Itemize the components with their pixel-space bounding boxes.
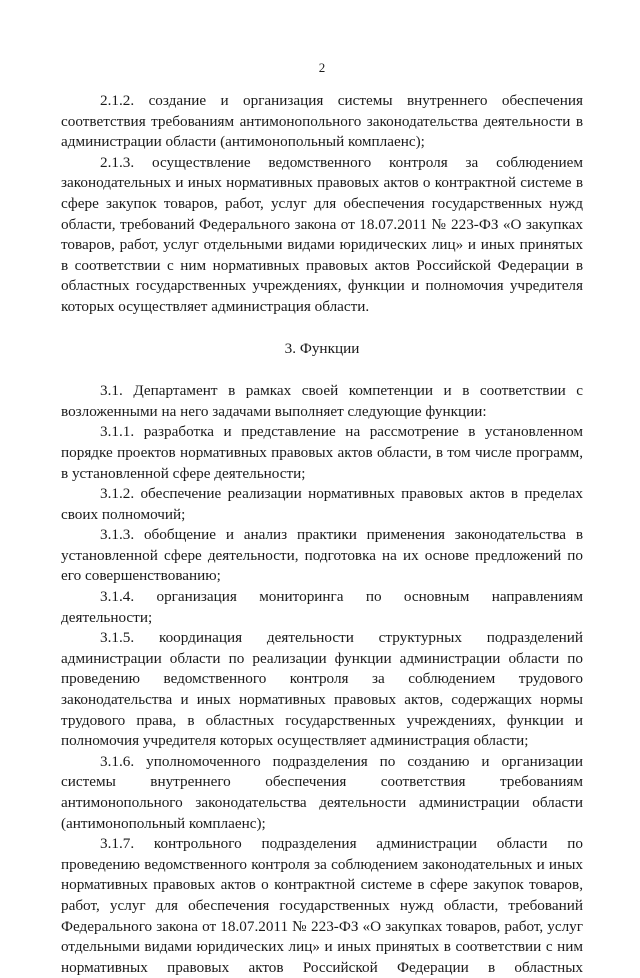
paragraph-2-1-3: 2.1.3. осуществление ведомственного контроля за соблюдением законодательных и иных нормативных правовых актов о контрактной системе в сфере закупок товаров, работ, услуг для обеспечения государственных нужд области, требований Федерального закона от 18.07.2011 № 223-ФЗ «О закупках товаров, работ, услуг отдельными видами юридических лиц» и иных принятых в соответствии с ним нормативных правовых актов Российской Федерации в областных государственных учреждениях, функции и полномочия учредителя которых осуществляет администрация области. [61, 153, 583, 315]
paragraph-3-1-1: 3.1.1. разработка и представление на рассмотрение в установленном порядке проектов нормативных правовых актов области, в том числе программ, в установленной сфере деятельности; [61, 423, 583, 482]
paragraph-3-1-3: 3.1.3. обобщение и анализ практики применения законодательства в установленной сфере деятельности, подготовка на их основе предложений по его совершенствованию; [61, 526, 583, 585]
paragraph-3-1: 3.1. Департамент в рамках своей компетенции и в соответствии с возложенными на него задачами выполняет следующие функции: [61, 382, 583, 420]
document-body [61, 91, 583, 978]
paragraph-3-1-6: 3.1.6. уполномоченного подразделения по созданию и организации системы внутреннего обеспечения соответствия требованиям антимонопольного законодательства деятельности администрации области (антимонопольный комплаенс); [61, 752, 583, 832]
paragraph-2-1-2: 2.1.2. создание и организация системы внутреннего обеспечения соответствия требованиям антимонопольного законодательства деятельности в администрации области (антимонопольный комплаенс); [61, 92, 583, 151]
paragraph-3-1-7: 3.1.7. контрольного подразделения администрации области по проведению ведомственного контроля за соблюдением законодательных и иных нормативных правовых актов о контрактной системе в сфере закупок товаров, работ, услуг для обеспечения государственных нужд области, требований Федерального закона от 18.07.2011 № 223-ФЗ «О закупках товаров, работ, услуг отдельными видами юридических лиц» и иных принятых в соответствии с ним нормативных правовых актов Российской Федерации в областных [61, 835, 583, 976]
paragraph-3-1-2: 3.1.2. обеспечение реализации нормативных правовых актов в пределах своих полномочий; [61, 485, 583, 523]
page-number: 2 [318, 60, 326, 75]
paragraph-3-1-5: 3.1.5. координация деятельности структурных подразделений администрации области по реализации функции администрации области по проведению ведомственного контроля за соблюдением трудового законодательства и иных нормативных правовых актов, содержащих нормы трудового права, в областных государственных учреждениях, функции и полномочия учредителя которых осуществляет администрация области; [61, 629, 583, 750]
paragraph-3-1-4: 3.1.4. организация мониторинга по основным направлениям деятельности; [61, 588, 583, 626]
section-heading: 3. Функции [284, 339, 360, 357]
